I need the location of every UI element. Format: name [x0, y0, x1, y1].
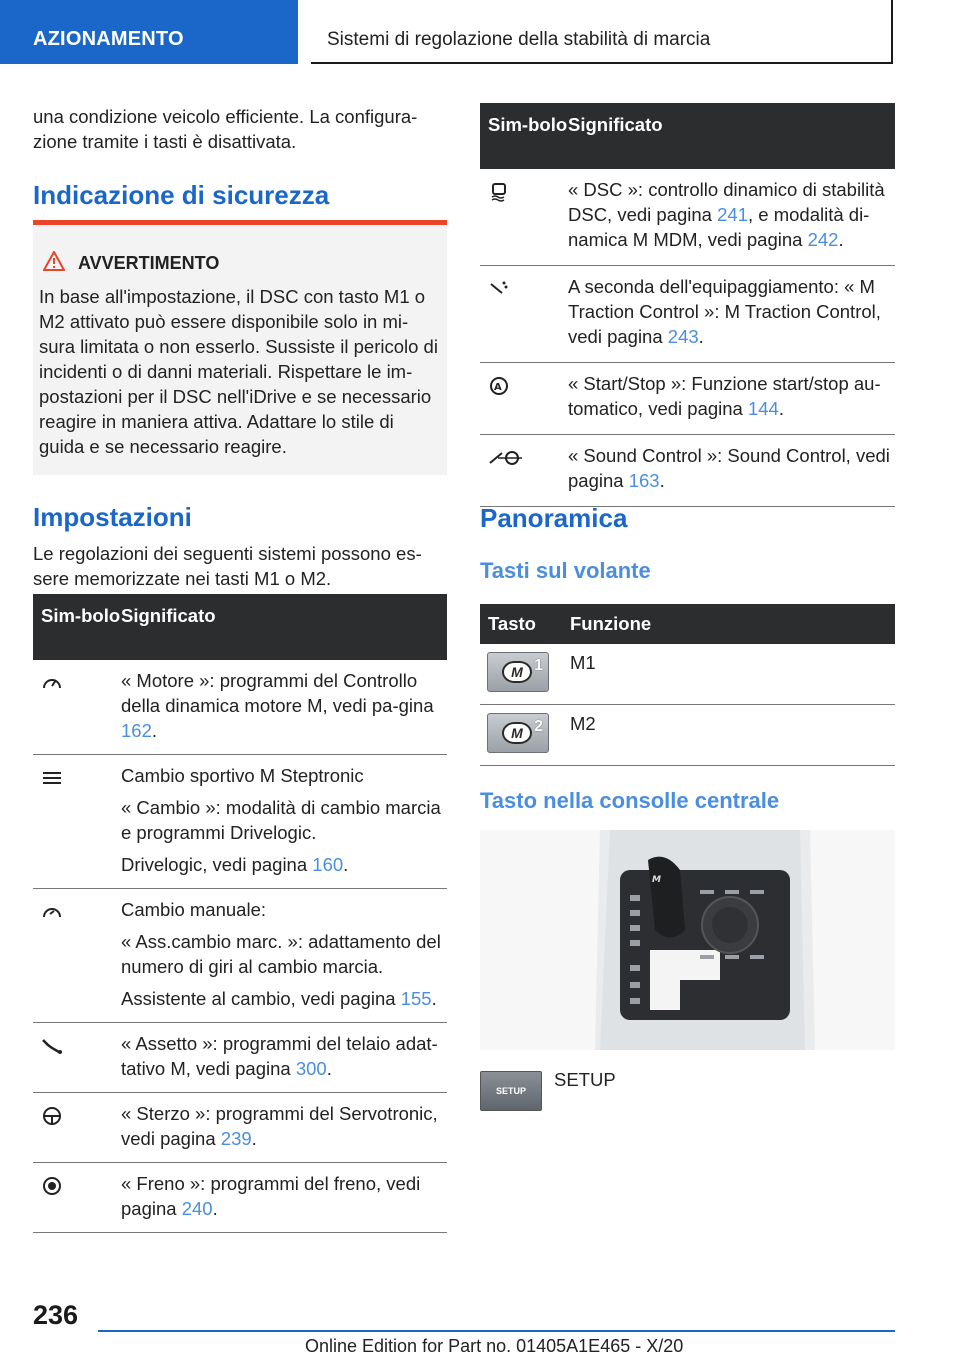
warning-text: In base all'impostazione, il DSC con tasto M1 o M2 attivato può essere disponibile solo in mi-sura limitata o non esserlo. Sussiste il pericolo di incidenti o di danni materiali. Rispettare le im-postazioni per il DSC nell'iDrive e se necessario reagire in maniera attiva. Adattare lo stile di guida e se necessario reagire. [39, 286, 438, 457]
meaning-cell [121, 1023, 447, 1093]
symbol-cell [33, 889, 121, 1023]
section-tab [0, 0, 298, 64]
table-row [33, 755, 447, 889]
setup-button-label: SETUP [495, 1086, 526, 1096]
wheel-keys-heading: Tasti sul volante [480, 558, 651, 583]
meaning-cell [121, 660, 447, 755]
meaning-text: « Motore »: programmi del Controllo della dinamica motore M, vedi pa-gina 162. [121, 670, 434, 741]
warning-triangle-icon [43, 251, 65, 276]
symbol-cell [480, 363, 568, 435]
table-row [33, 1093, 447, 1163]
start-stop-icon [488, 376, 510, 402]
meaning-text: « Sterzo »: programmi del Servotronic, vedi pagina 239. [121, 1103, 438, 1149]
page-link[interactable]: 155 [400, 988, 432, 1009]
m-logo: M [502, 661, 532, 683]
svg-text:A: A [494, 382, 502, 393]
edition-text: Online Edition for Part no. 01405A1E465 - X/20 [305, 1336, 684, 1356]
intro-line-2: zione tramite i tasti è disattivata. [33, 131, 297, 152]
meaning-text: « Assetto »: programmi del telaio adat-tativo M, vedi pagina 300. [121, 1033, 438, 1079]
meaning-text: « Ass.cambio marc. »: adattamento del numero di giri al cambio marcia. [121, 931, 441, 977]
page-link[interactable]: 239 [220, 1128, 252, 1149]
page-number: 236 [33, 1300, 79, 1330]
table-row [480, 266, 895, 363]
symbol-cell [480, 266, 568, 363]
m-logo: M [502, 722, 532, 744]
meaning-cell [121, 1093, 447, 1163]
symbol-cell [33, 1023, 121, 1093]
meaning-text: Cambio manuale: [121, 899, 266, 920]
setup-button[interactable] [480, 1071, 542, 1111]
page-header [311, 0, 893, 64]
setup-function: SETUP [554, 1069, 616, 1090]
page-link[interactable]: 300 [295, 1058, 327, 1079]
col-key-header: Tasto [480, 604, 570, 644]
table-row [33, 1023, 447, 1093]
dsc-icon [488, 182, 510, 208]
col-meaning-header: Significato [121, 594, 447, 660]
meaning-text: Drivelogic, vedi pagina 160. [121, 854, 349, 875]
m2-key-button[interactable] [487, 713, 549, 753]
meaning-cell [121, 889, 447, 1023]
footer-rule [98, 1330, 895, 1332]
symbol-cell [33, 755, 121, 889]
console-heading: Tasto nella consolle centrale [480, 788, 780, 813]
warning-box [33, 220, 447, 475]
function-cell: M1 [570, 644, 895, 705]
meaning-cell: « DSC »: controllo dinamico di stabilità DSC, vedi pagina 241, e modalità di-namica M MDM, vedi pagina 242. [568, 169, 895, 266]
page-link[interactable]: 240 [181, 1198, 213, 1219]
table-row [33, 1163, 447, 1233]
symbols-table [480, 103, 895, 507]
intro-line-1: una condizione veicolo efficiente. La configura- [33, 106, 418, 127]
shift-assist-icon [41, 902, 63, 927]
table-row [33, 889, 447, 1023]
settings-table [33, 594, 447, 1233]
traction-icon [488, 279, 510, 305]
table-row [33, 660, 447, 755]
page-header-title: Sistemi di regolazione della stabilità di marcia [327, 29, 711, 50]
symbol-cell [480, 435, 568, 507]
suspension-icon [41, 1036, 63, 1061]
meaning-cell: « Start/Stop »: Funzione start/stop au-tomatico, vedi pagina 144. [568, 363, 895, 435]
key-cell [480, 705, 570, 766]
function-cell: M2 [570, 705, 895, 766]
left-column [33, 104, 447, 154]
keys-table [480, 604, 895, 766]
key-number: 1 [534, 657, 543, 674]
page-link[interactable]: 160 [312, 854, 344, 875]
key-cell [480, 644, 570, 705]
safety-heading: Indicazione di sicurezza [33, 180, 330, 210]
page-link[interactable]: 243 [667, 326, 699, 347]
meaning-text: Assistente al cambio, vedi pagina 155. [121, 988, 437, 1009]
page-link[interactable]: 241 [717, 204, 748, 225]
page-link[interactable]: 162 [121, 720, 152, 741]
gearbox-icon [41, 768, 63, 793]
page-link[interactable]: 144 [747, 398, 779, 419]
settings-text: Le regolazioni dei seguenti sistemi possono es-sere memorizzate nei tasti M1 o M2. [33, 543, 422, 589]
col-meaning-header-2: Significato [568, 103, 895, 169]
table-row [480, 169, 895, 266]
table-row [480, 644, 895, 705]
svg-text:M: M [652, 875, 661, 885]
meaning-cell [121, 1163, 447, 1233]
page-link[interactable]: 242 [807, 229, 839, 250]
meaning-cell: « Sound Control »: Sound Control, vedi pagina 163. [568, 435, 895, 507]
engine-gauge-icon [41, 673, 63, 698]
overview-heading: Panoramica [480, 503, 628, 533]
table-row [480, 705, 895, 766]
symbol-cell [33, 1163, 121, 1233]
meaning-text: Cambio sportivo M Steptronic [121, 765, 364, 786]
section-label: AZIONAMENTO [33, 28, 184, 50]
col-symbol-header: Sim-bolo [33, 594, 121, 660]
col-symbol-header-2: Sim-bolo [480, 103, 568, 169]
meaning-cell: A seconda dell'equipaggiamento: « M Traction Control »: M Traction Control, vedi pagina 243. [568, 266, 895, 363]
symbol-cell [480, 169, 568, 266]
table-row [480, 435, 895, 507]
sound-control-icon [488, 448, 524, 473]
col-function-header: Funzione [570, 604, 895, 644]
meaning-text: « Freno »: programmi del freno, vedi pagina 240. [121, 1173, 421, 1219]
page-link[interactable]: 163 [628, 470, 660, 491]
warning-title: AVVERTIMENTO [78, 253, 220, 273]
key-number: 2 [534, 718, 543, 735]
console-illustration [480, 830, 895, 1050]
meaning-text: « Cambio »: modalità di cambio marcia e programmi Drivelogic. [121, 797, 441, 843]
symbol-cell [33, 1093, 121, 1163]
settings-heading: Impostazioni [33, 502, 192, 532]
table-row [480, 363, 895, 435]
steering-wheel-icon [41, 1106, 63, 1132]
meaning-cell [121, 755, 447, 889]
m1-key-button[interactable] [487, 652, 549, 692]
brake-icon [41, 1176, 63, 1202]
symbol-cell [33, 660, 121, 755]
